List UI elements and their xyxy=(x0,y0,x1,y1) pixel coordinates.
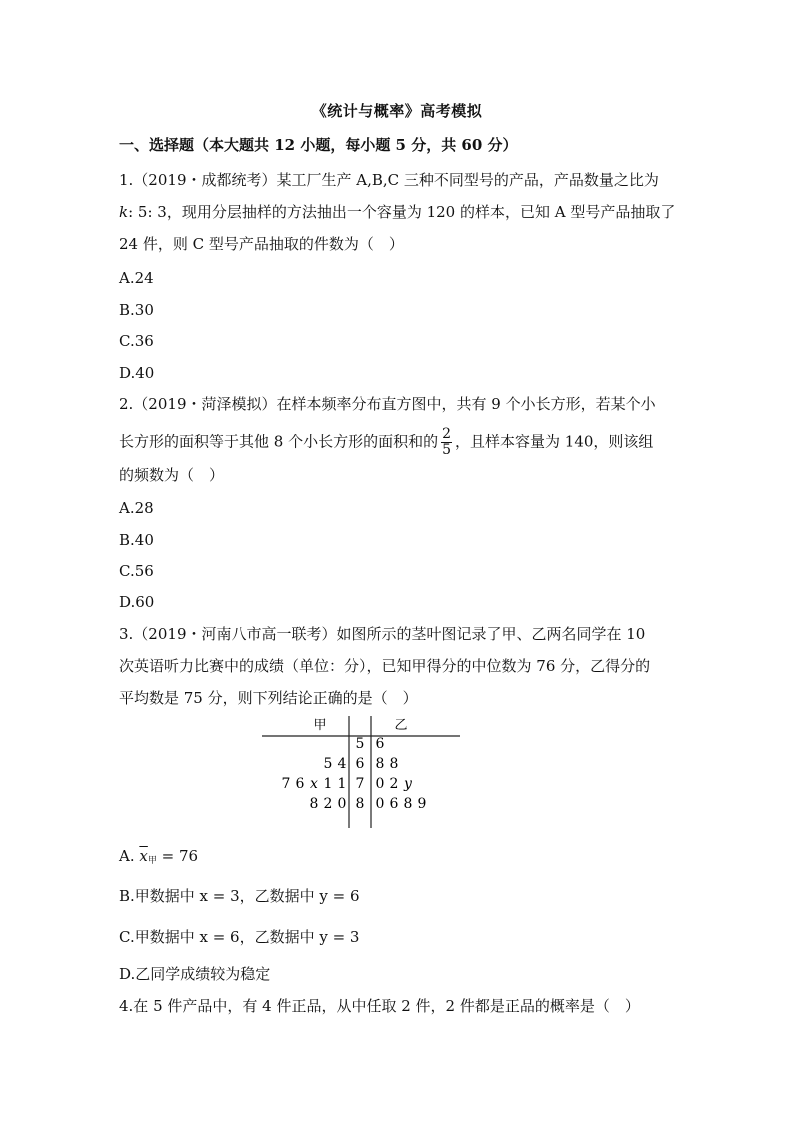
q3-line-1: 3.（2019・河南八市高一联考）如图所示的茎叶图记录了甲、乙两名同学在 10 xyxy=(119,625,646,643)
q3-option-d: D.乙同学成绩较为稳定 xyxy=(119,965,271,983)
q1-k-var: k xyxy=(119,203,129,221)
stemleaf-left-leaf: 4 xyxy=(337,756,347,772)
q2-fraction-numerator: 2 xyxy=(442,426,452,442)
q2-option-a: A.28 xyxy=(119,499,154,517)
stemleaf-right-leaf: y xyxy=(404,776,412,792)
q1-line-3: 24 件，则 C 型号产品抽取的件数为（ ） xyxy=(119,235,404,253)
q2-line-3: 的频数为（ ） xyxy=(119,466,225,484)
q3-option-b: B.甲数据中 x = 3，乙数据中 y = 6 xyxy=(119,887,360,905)
page-title: 《统计与概率》高考模拟 xyxy=(311,102,483,120)
stemleaf-right-leaf: 8 xyxy=(375,756,385,772)
stemleaf-left-leaf: 5 xyxy=(323,756,333,772)
q3-option-a-mean-var: $\overline{x}$ xyxy=(139,847,148,865)
stemleaf-right-leaf: 8 xyxy=(403,796,413,812)
stemleaf-stem: 6 xyxy=(355,756,365,772)
stemleaf-left-leaf: 7 xyxy=(281,776,291,792)
stemleaf-right-header: 乙 xyxy=(394,718,408,733)
q2-line-1: 2.（2019・菏泽模拟）在样本频率分布直方图中，共有 9 个小长方形，若某个小 xyxy=(119,395,656,413)
q3-option-a-prefix: A. xyxy=(119,847,140,865)
q2-line-2 xyxy=(119,427,653,458)
q2-line-2a: 长方形的面积等于其他 8 个小长方形的面积和的 xyxy=(119,432,439,451)
q1-option-a: A.24 xyxy=(119,269,154,287)
q3-option-a-sub: 甲 xyxy=(147,856,157,866)
stemleaf-right-leaf: 9 xyxy=(417,796,427,812)
q3-line-3: 平均数是 75 分，则下列结论正确的是（ ） xyxy=(119,689,418,707)
q3-option-c: C.甲数据中 x = 6，乙数据中 y = 3 xyxy=(119,928,360,946)
q1-line-2 xyxy=(119,202,675,222)
stemleaf-left-leaf: 1 xyxy=(337,776,347,792)
stemleaf-left-leaf: 8 xyxy=(309,796,319,812)
q3-option-a xyxy=(119,846,198,871)
q1-line-2-text: : 5: 3，现用分层抽样的方法抽出一个容量为 120 的样本，已知 A 型号产品抽取了 xyxy=(128,203,676,221)
stemleaf-right-leaf: 2 xyxy=(389,776,399,792)
q1-option-c: C.36 xyxy=(119,332,154,350)
q2-line-2b: ，且样本容量为 140，则该组 xyxy=(455,432,654,451)
q2-option-c: C.56 xyxy=(119,562,154,580)
q3-line-2: 次英语听力比赛中的成绩（单位：分），已知甲得分的中位数为 76 分，乙得分的 xyxy=(119,657,651,675)
stem-leaf-plot xyxy=(262,716,462,830)
stemleaf-stem: 8 xyxy=(355,796,365,812)
q2-fraction-denominator: 5 xyxy=(442,442,452,458)
q3-option-a-rest: = 76 xyxy=(156,847,199,865)
section-heading: 一、选择题（本大题共 12 小题，每小题 5 分，共 60 分） xyxy=(119,136,518,154)
stemleaf-right-leaf: 8 xyxy=(389,756,399,772)
stemleaf-left-header: 甲 xyxy=(313,718,327,733)
stemleaf-left-leaf: 0 xyxy=(337,796,347,812)
stemleaf-right-leaf: 6 xyxy=(389,796,399,812)
q1-option-d: D.40 xyxy=(119,364,155,382)
stemleaf-left-leaf: 1 xyxy=(323,776,333,792)
q1-line-1: 1.（2019・成都统考）某工厂生产 A,B,C 三种不同型号的产品，产品数量之比为 xyxy=(119,171,659,189)
stemleaf-right-leaf: 0 xyxy=(375,776,385,792)
stemleaf-stem: 5 xyxy=(355,736,365,752)
q2-option-d: D.60 xyxy=(119,593,155,611)
q4-line-1: 4.在 5 件产品中，有 4 件正品，从中任取 2 件，2 件都是正品的概率是（ ） xyxy=(119,997,640,1015)
q2-option-b: B.40 xyxy=(119,531,154,549)
stemleaf-left-leaf: 2 xyxy=(323,796,333,812)
stemleaf-left-leaf: x xyxy=(310,776,318,792)
q1-option-b: B.30 xyxy=(119,301,154,319)
stemleaf-left-leaf: 6 xyxy=(295,776,305,792)
stemleaf-body xyxy=(282,736,427,812)
stemleaf-stem: 7 xyxy=(355,776,365,792)
stemleaf-right-leaf: 6 xyxy=(375,736,385,752)
q2-fraction xyxy=(441,427,452,458)
stemleaf-right-leaf: 0 xyxy=(375,796,385,812)
